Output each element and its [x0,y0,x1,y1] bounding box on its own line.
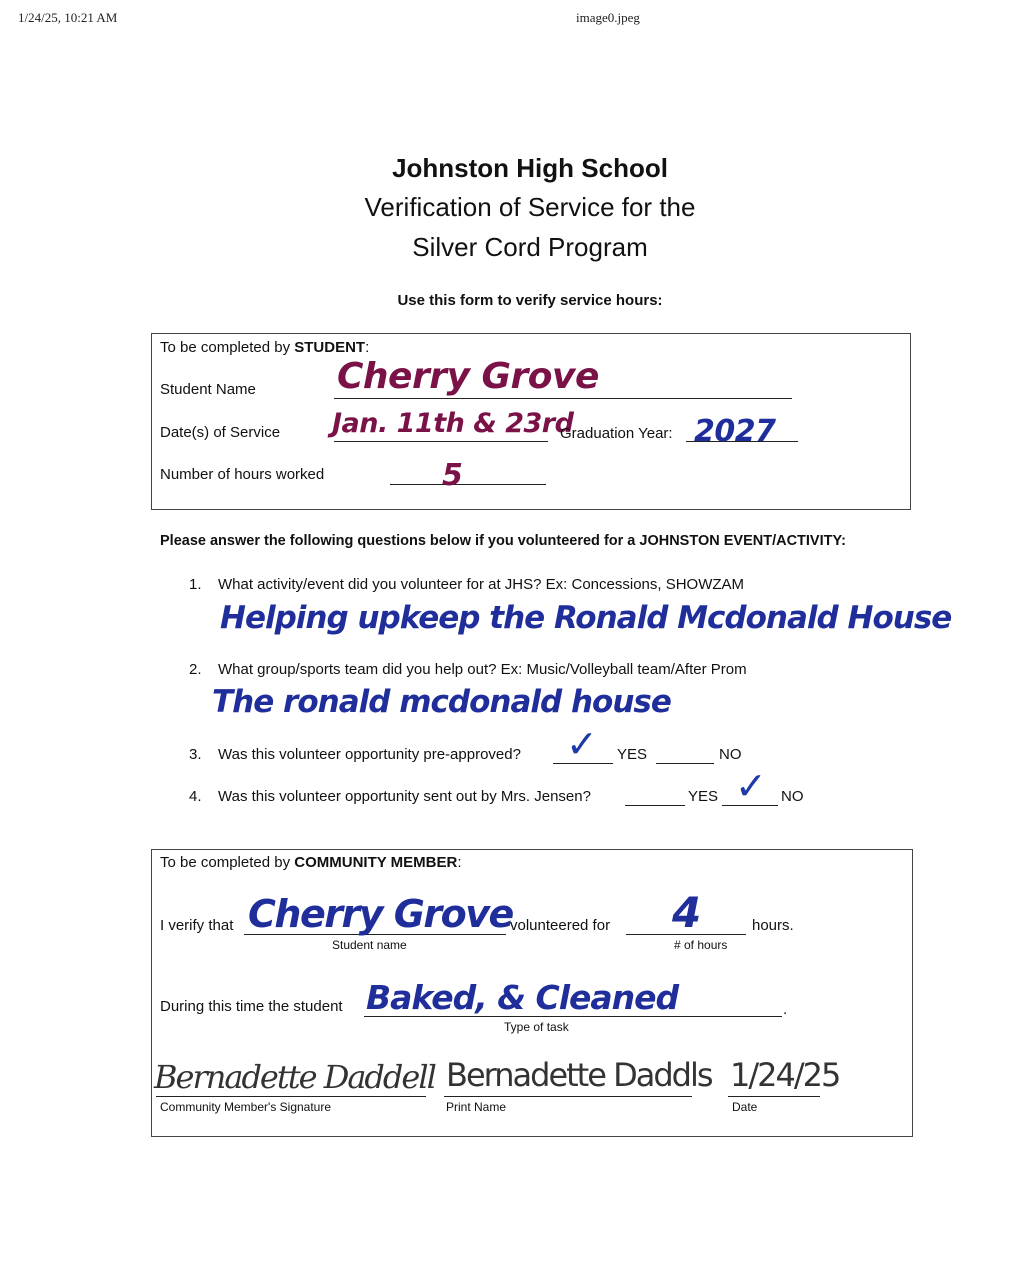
print-timestamp: 1/24/25, 10:21 AM [18,10,118,25]
q4-text: Was this volunteer opportunity sent out by Mrs. Jensen? [218,788,591,805]
verify-student-name-field[interactable]: Cherry Grove [248,892,513,936]
student-name-label: Student Name [160,381,256,398]
student-name-field[interactable]: Cherry Grove [337,356,599,397]
hours-label: Number of hours worked [160,466,325,483]
print-name-field[interactable]: Bernadette Daddls [446,1056,712,1094]
during-label: During this time the student [160,998,343,1015]
q2-number: 2. [189,661,202,678]
hours-field[interactable]: 5 [442,458,463,493]
verify-label: I verify that [160,917,234,934]
student-name-line [334,398,792,399]
q3-no-line[interactable] [656,763,714,764]
signature-line [156,1096,426,1097]
dates-line [334,441,548,442]
hours-line [390,484,546,485]
q3-yes-label: YES [617,746,648,763]
event-section-heading: Please answer the following questions below if you volunteered for a JOHNSTON EVENT/ACTIVITY: [160,533,846,549]
student-name-caption: Student name [332,938,407,952]
q1-text: What activity/event did you volunteer for at JHS? Ex: Concessions, SHOWZAM [218,576,745,593]
q4-yes-line[interactable] [625,805,685,806]
community-section-heading: To be completed by COMMUNITY MEMBER: [160,854,462,871]
school-title: Johnston High School [392,153,668,183]
student-section-box [151,333,911,510]
task-caption: Type of task [504,1020,569,1034]
q3-yes-checkmark-icon: ✓ [566,724,598,766]
student-section-heading: To be completed by STUDENT: [160,339,370,356]
date-caption: Date [732,1100,758,1114]
task-period: . [783,1001,788,1018]
q4-no-label: NO [781,788,804,805]
q4-number: 4. [189,788,202,805]
print-filename: image0.jpeg [576,10,640,25]
q4-yes-label: YES [688,788,719,805]
dates-label: Date(s) of Service [160,424,281,441]
print-name-line [444,1096,692,1097]
form-instruction: Use this form to verify service hours: [397,292,663,309]
q1-number: 1. [189,576,202,593]
q2-answer[interactable]: The ronald mcdonald house [212,684,671,720]
q3-no-label: NO [719,746,742,763]
q3-text: Was this volunteer opportunity pre-approved? [218,746,521,763]
q2-text: What group/sports team did you help out? Ex: Music/Volleyball team/After Prom [218,661,747,678]
form-title-line2: Silver Cord Program [412,232,648,262]
community-section-box [151,849,913,1137]
task-field[interactable]: Baked, & Cleaned [366,978,679,1017]
grad-year-field[interactable]: 2027 [694,414,776,449]
signature-caption: Community Member's Signature [160,1100,332,1114]
q3-number: 3. [189,746,202,763]
grad-year-label: Graduation Year: [560,425,673,442]
date-field[interactable]: 1/24/25 [730,1056,840,1094]
q4-no-checkmark-icon: ✓ [735,766,767,808]
hours-suffix: hours. [752,917,794,934]
print-name-caption: Print Name [446,1100,507,1114]
signature-field[interactable]: Bernadette Daddell [154,1058,435,1096]
hours-caption: # of hours [674,938,728,952]
q1-answer[interactable]: Helping upkeep the Ronald Mcdonald House [220,600,952,636]
verify-hours-field[interactable]: 4 [672,888,701,937]
volunteered-for-label: volunteered for [510,917,611,934]
dates-field[interactable]: Jan. 11th & 23rd [332,408,574,439]
date-line [728,1096,820,1097]
form-title-line1: Verification of Service for the [364,192,696,222]
